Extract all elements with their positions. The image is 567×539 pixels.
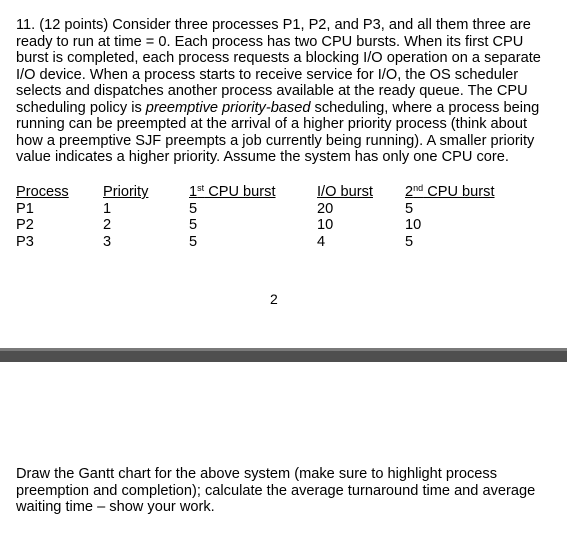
column-process bbox=[16, 184, 69, 250]
header-priority: Priority bbox=[103, 184, 149, 200]
header-io-burst: I/O burst bbox=[317, 184, 373, 200]
cell-process-p3: P3 bbox=[16, 233, 34, 250]
cell-process-p2: P2 bbox=[16, 217, 34, 233]
header-first-cpu-ordinal: st bbox=[197, 183, 205, 193]
page-separator bbox=[0, 348, 567, 362]
cell-first-cpu-p1: 5 bbox=[189, 200, 198, 217]
question-intro: 11. (12 points) Consider three processes P1, P2, and P3, and all them three are ready to run at time = 0. Each process has two CPU bursts. When its first CPU burst is completed, each process requests a blocking I/O operation on a separate I/O device. When a process starts to receive service for I/O, the OS scheduler selects and dispatches another process available at the ready queue. The CPU scheduling policy is bbox=[16, 17, 541, 116]
header-first-cpu-burst bbox=[189, 184, 276, 201]
page-separator-shade bbox=[0, 348, 567, 351]
cell-priority-p1: 1 bbox=[103, 200, 112, 217]
header-second-cpu-burst bbox=[405, 184, 495, 201]
document-page-bottom bbox=[0, 362, 567, 539]
cell-priority-p2: 2 bbox=[103, 217, 112, 233]
cell-io-p2: 10 bbox=[317, 217, 334, 233]
policy-emphasis: preemptive priority-based bbox=[145, 99, 311, 116]
header-second-cpu-ordinal: nd bbox=[413, 183, 424, 193]
column-second-cpu-burst bbox=[405, 184, 495, 250]
header-process: Process bbox=[16, 184, 69, 200]
cell-second-cpu-p2: 10 bbox=[405, 217, 422, 233]
cell-process-p1: P1 bbox=[16, 200, 34, 217]
header-first-cpu-label: CPU burst bbox=[204, 184, 276, 200]
question-paragraph bbox=[16, 17, 551, 166]
instruction-text: Draw the Gantt chart for the above system (make sure to highlight process preemption and completion); calculate the average turnaround time and average waiting time – show your work. bbox=[16, 466, 536, 515]
header-second-cpu-number: 2 bbox=[405, 184, 414, 200]
cell-first-cpu-p2: 5 bbox=[189, 217, 198, 233]
column-priority bbox=[103, 184, 148, 250]
cell-second-cpu-p3: 5 bbox=[405, 233, 414, 250]
cell-io-p3: 4 bbox=[317, 233, 326, 250]
cell-first-cpu-p3: 5 bbox=[189, 233, 198, 250]
column-first-cpu-burst bbox=[189, 184, 276, 250]
cell-io-p1: 20 bbox=[317, 200, 334, 217]
cell-priority-p3: 3 bbox=[103, 233, 112, 250]
header-first-cpu-number: 1 bbox=[189, 184, 198, 200]
question-text bbox=[16, 17, 551, 166]
header-second-cpu-label: CPU burst bbox=[423, 184, 495, 200]
column-io-burst bbox=[317, 184, 373, 250]
question-rest: scheduling, where a process being running can be preempted at the arrival of a higher priority process (think about how a preemptive SJF preempts a job currently being running). A smaller priority value indicates a higher priority. Assume the system has only one CPU core. bbox=[16, 99, 540, 165]
cell-second-cpu-p1: 5 bbox=[405, 200, 414, 217]
page-number: 2 bbox=[270, 291, 278, 307]
